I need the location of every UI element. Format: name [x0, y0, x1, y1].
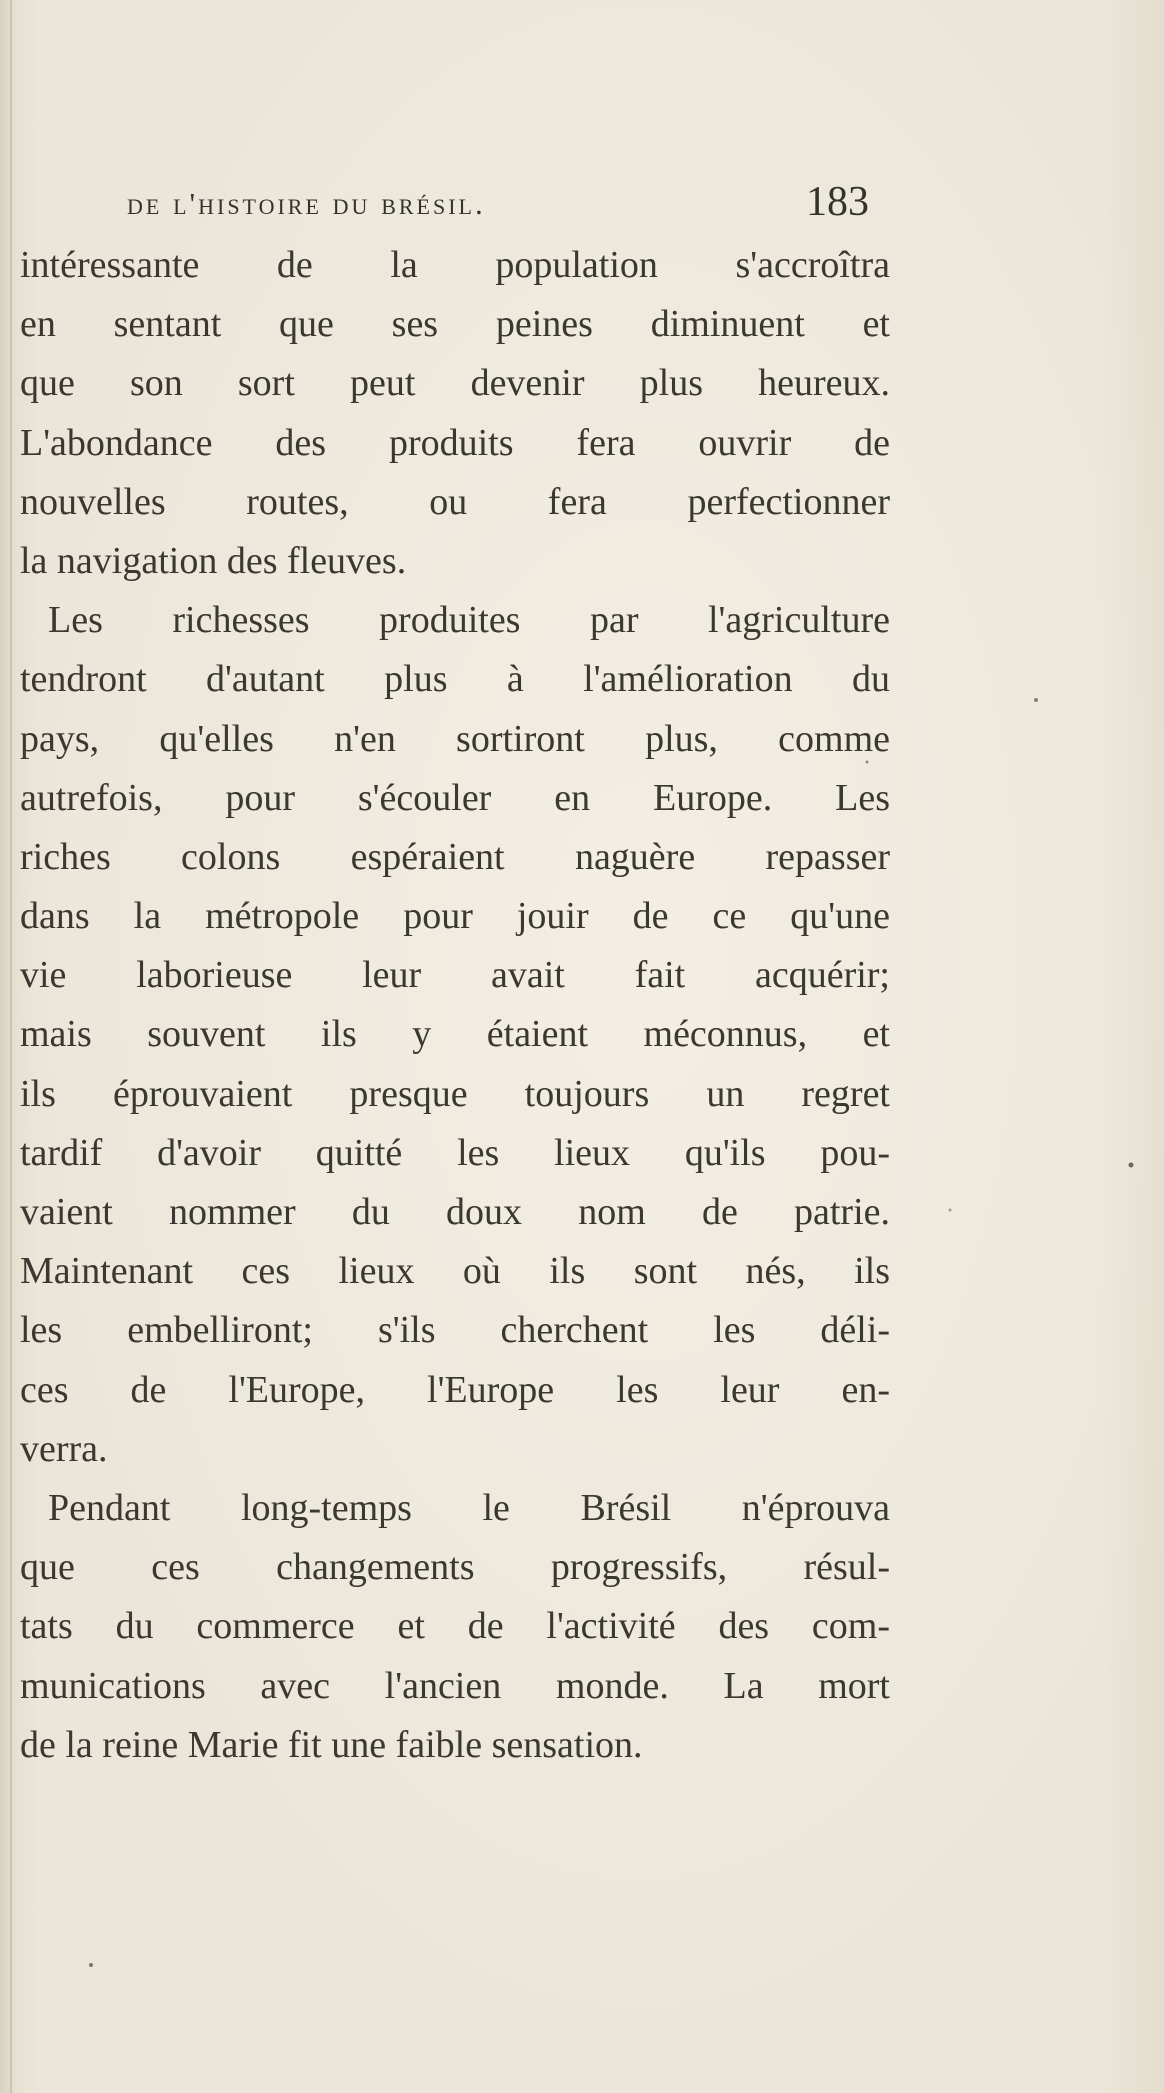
text-line: vaient nommer du doux nom de patrie. [20, 1191, 890, 1233]
text-line: tendront d'autant plus à l'amélioration du [20, 658, 890, 701]
text-line: nouvelles routes, ou fera perfectionner [20, 480, 890, 523]
text-line: tats du commerce et de l'activité des com- [20, 1605, 890, 1648]
text-line: pays, qu'elles n'en sortiront plus, comme [20, 717, 890, 760]
text-line: tardif d'avoir quitté les lieux qu'ils pou- [20, 1131, 890, 1174]
text-line: ces de l'Europe, l'Europe les leur en- [20, 1368, 890, 1411]
text-line: intéressante de la population s'accroîtra [20, 244, 890, 286]
paper-speck [89, 1963, 93, 1967]
paper-speck [949, 1209, 952, 1212]
running-title-word-de: de [127, 186, 163, 221]
running-title [127, 186, 486, 222]
text-line: que ces changements progressifs, résul- [20, 1546, 890, 1589]
running-title-word-du: du [332, 186, 371, 221]
body-text [20, 236, 890, 1775]
text-line: Pendant long-temps le Brésil n'éprouva [48, 1486, 890, 1529]
running-title-word-bresil: brésil. [381, 186, 486, 221]
text-line: mais souvent ils y étaient méconnus, et [20, 1013, 890, 1056]
page-gutter [10, 0, 12, 2093]
text-line: verra. [20, 1427, 108, 1470]
running-title-word-histoire: l'histoire [173, 186, 322, 221]
paper-speck [1129, 1163, 1134, 1168]
text-line: la navigation des fleuves. [20, 539, 407, 582]
text-line: de la reine Marie fit une faible sensation. [20, 1723, 643, 1766]
page-number: 183 [806, 179, 869, 225]
text-line: en sentant que ses peines diminuent et [20, 303, 890, 346]
running-head [0, 178, 1164, 238]
paper-speck [1034, 698, 1038, 702]
text-line: autrefois, pour s'écouler en Europe. Les [20, 776, 890, 819]
text-line: ils éprouvaient presque toujours un regret [20, 1072, 890, 1115]
text-line: les embelliront; s'ils cherchent les déli- [20, 1309, 890, 1352]
text-line: riches colons espéraient naguère repasser [20, 835, 890, 878]
text-line: dans la métropole pour jouir de ce qu'une [20, 895, 890, 938]
text-line: L'abondance des produits fera ouvrir de [20, 421, 890, 464]
text-line: que son sort peut devenir plus heureux. [20, 362, 890, 405]
text-line: vie laborieuse leur avait fait acquérir; [20, 954, 890, 997]
text-line: munications avec l'ancien monde. La mort [20, 1664, 890, 1707]
text-line: Les richesses produites par l'agriculture [48, 599, 890, 642]
text-line: Maintenant ces lieux où ils sont nés, ils [20, 1250, 890, 1293]
